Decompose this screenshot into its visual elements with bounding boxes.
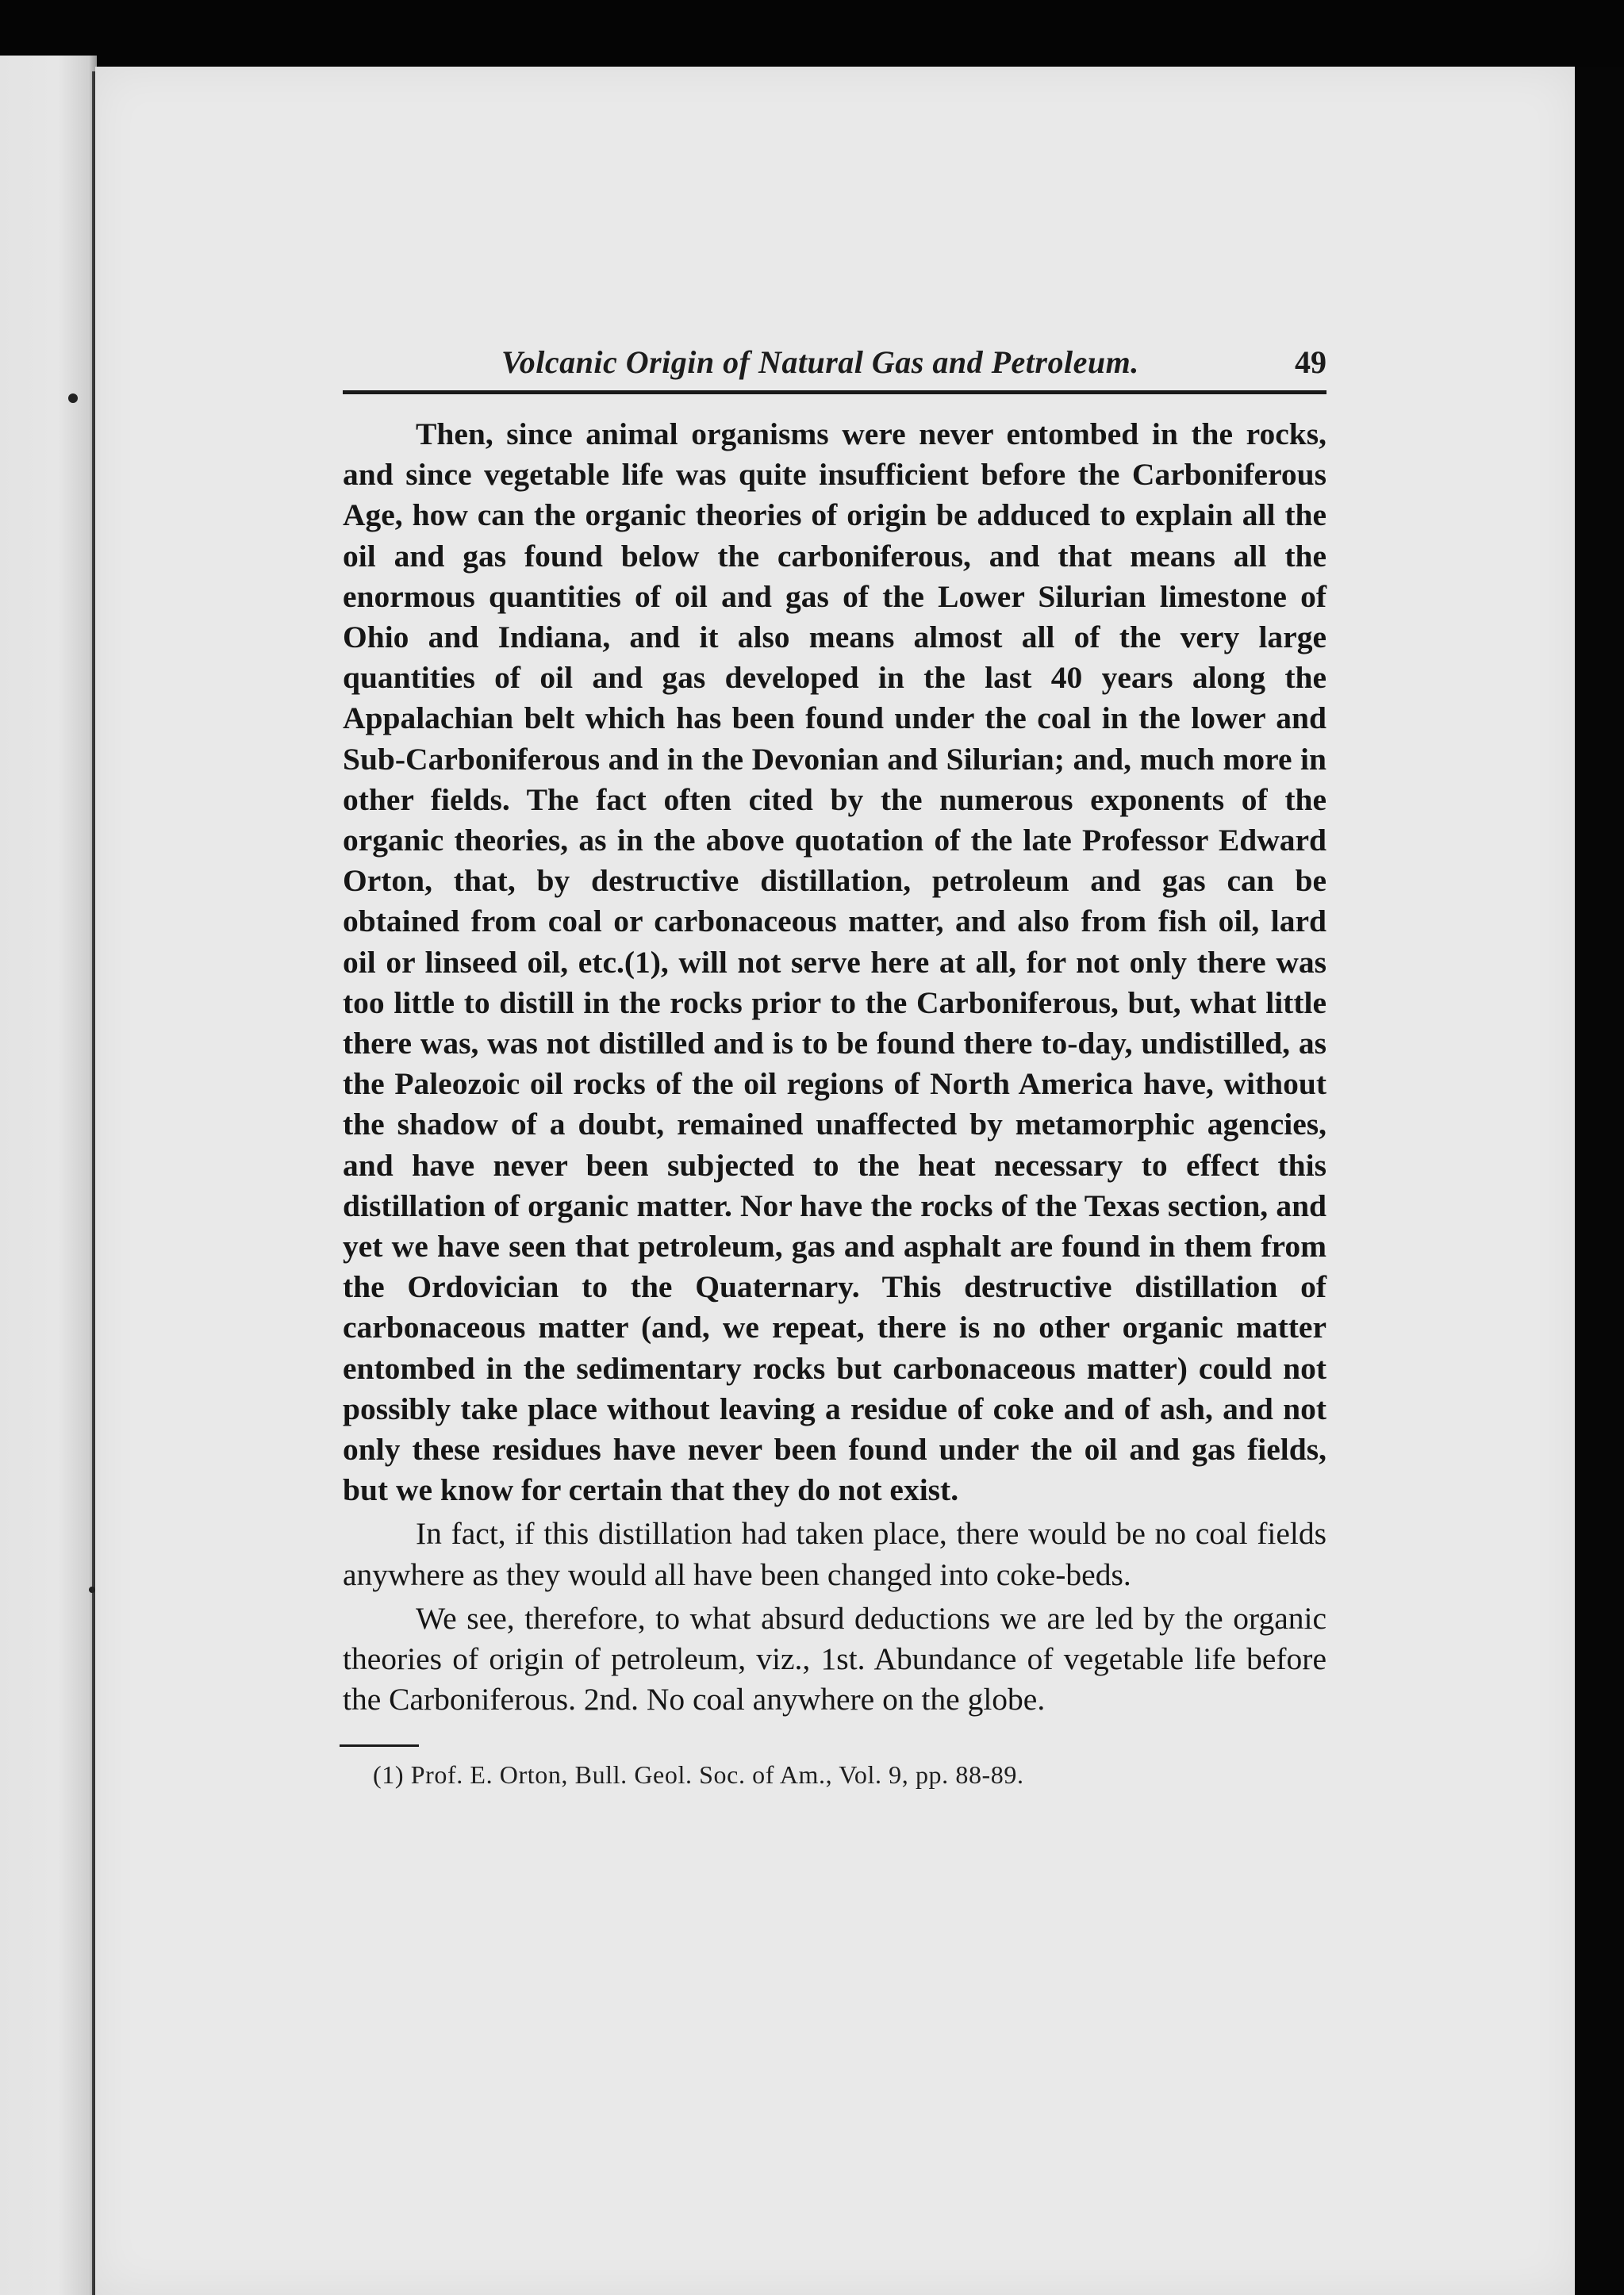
page-number: 49 bbox=[1295, 344, 1326, 380]
paragraph: Then, since animal organisms were never entombed in the rocks, and since vegetable life was quite insufficient before the Carboniferous Age, how can the organic theories of origin be adduced to explain all the oil and gas found below the carboniferous, and that means all the enormous quantities of oil and gas of the Lower Silurian limestone of Ohio and Indiana, and it also means almost all of the very large quantities of oil and gas developed in the last 40 years along the Appalachian belt which has been found under the coal in the lower and Sub-Carboniferous and in the Devonian and Silurian; and, much more in other fields. The fact often cited by the numerous exponents of the organic theories, as in the above quotation of the late Professor Edward Orton, that, by destructive distillation, petroleum and gas can be obtained from coal or carbonaceous matter, and also from fish oil, lard oil or linseed oil, etc.(1), will not serve here at all, for not only there was too little to distill in the rocks prior to the Carboniferous, but, what little there was, was not distilled and is to be found there to-day, undistilled, as the Paleozoic oil rocks of the oil regions of North America have, without the shadow of a doubt, remained unaffected by metamorphic agencies, and have never been subjected to the heat necessary to effect this distillation of organic matter. Nor have the rocks of the Texas section, and yet we have seen that petroleum, gas and asphalt are found in them from the Ordovician to the Quaternary. This destructive distillation of carbonaceous matter (and, we repeat, there is no other organic matter entombed in the sedimentary rocks but carbonaceous matter) could not possibly take place without leaving a residue of coke and of ash, and not only these residues have never been found under the oil and gas fields, but we know for certain that they do not exist. bbox=[343, 416, 1326, 1508]
scan-speck bbox=[89, 1587, 95, 1593]
scan-right-border bbox=[1575, 67, 1624, 2295]
paragraph: In fact, if this distillation had taken place, there would be no coal fields anywhere as they would all have been changed into coke-beds. bbox=[343, 1516, 1326, 1592]
footnote-rule bbox=[340, 1744, 419, 1747]
scan-speck bbox=[68, 393, 78, 403]
running-head bbox=[343, 337, 1326, 385]
running-title: Volcanic Origin of Natural Gas and Petroleum. bbox=[501, 344, 1139, 380]
paragraph: We see, therefore, to what absurd deductions we are led by the organic theories of origin of petroleum, viz., 1st. Abundance of vegetable life before the Carboniferous. 2nd. No coal anywhere on the globe. bbox=[343, 1600, 1326, 1717]
facing-page-edge bbox=[0, 56, 97, 2295]
body-text bbox=[343, 414, 1326, 1721]
header-rule bbox=[343, 390, 1326, 394]
scan-top-border bbox=[0, 0, 1624, 71]
footnote: (1) Prof. E. Orton, Bull. Geol. Soc. of Am., Vol. 9, pp. 88-89. bbox=[373, 1760, 1024, 1789]
